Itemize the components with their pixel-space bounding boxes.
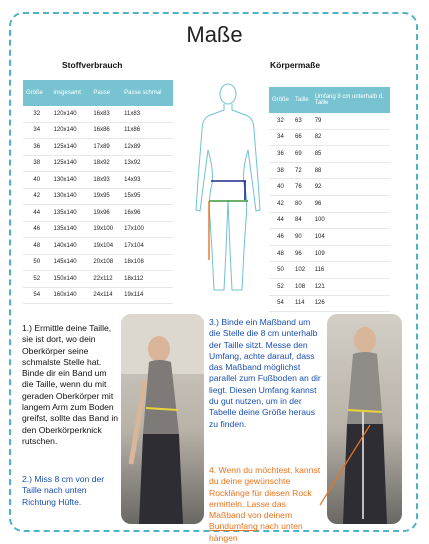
- stoff-cell: 19x95: [90, 188, 121, 205]
- orange-arrow-line: [315, 420, 375, 510]
- koerper-cell: 126: [312, 295, 390, 312]
- stoff-cell: 11x86: [121, 122, 173, 139]
- koerper-cell: 34: [269, 129, 292, 146]
- koerper-cell: 108: [292, 278, 312, 295]
- table-row: [23, 139, 173, 156]
- body-outline-figure: [188, 80, 268, 300]
- stoff-cell: 120x140: [51, 106, 91, 122]
- step-4-part-b: nach unten hängen: [209, 521, 303, 543]
- koerper-cell: 88: [312, 162, 390, 179]
- table-row: [269, 295, 390, 312]
- koerper-heading: Körpermaße: [270, 60, 321, 70]
- koerper-cell: 90: [292, 229, 312, 246]
- stoff-cell: 54: [23, 287, 51, 304]
- stoff-cell: 120x140: [51, 122, 91, 139]
- stoff-cell: 18x112: [121, 271, 173, 288]
- koerper-cell: 102: [292, 262, 312, 279]
- stoff-cell: 135x140: [51, 221, 91, 238]
- koerper-cell: 44: [269, 212, 292, 229]
- stoff-cell: 38: [23, 155, 51, 172]
- step-1-text: 1.) Ermittle deine Taille, sie ist dort, wo dein Oberkörper seine schmalste Stelle hat. Binde dir ein Band um die Taille, wenn du mit geraden Oberkörper mit langem Arm zum Boden greifst, sollte das Band in den Oberkörperknick rutschen.: [22, 323, 119, 446]
- stoff-header-0: Größe: [23, 80, 51, 106]
- koerper-cell: 80: [292, 195, 312, 212]
- table-row: [269, 129, 390, 146]
- table-row: [269, 162, 390, 179]
- stoff-cell: 16x96: [121, 205, 173, 222]
- koerper-cell: 36: [269, 146, 292, 163]
- koerper-header-1: Taille: [292, 87, 312, 113]
- stoff-cell: 22x112: [90, 271, 121, 288]
- koerper-cell: 63: [292, 113, 312, 129]
- step-4-text: [209, 465, 322, 544]
- table-row: [23, 254, 173, 271]
- stoff-cell: 145x140: [51, 254, 91, 271]
- stoff-cell: 24x114: [90, 287, 121, 304]
- stoff-cell: 50: [23, 254, 51, 271]
- stoff-cell: 44: [23, 205, 51, 222]
- koerper-header-0: Größe: [269, 87, 292, 113]
- stoff-cell: 16x86: [90, 122, 121, 139]
- koerper-cell: 76: [292, 179, 312, 196]
- stoff-cell: 13x92: [121, 155, 173, 172]
- stoff-cell: 130x140: [51, 172, 91, 189]
- stoff-cell: 34: [23, 122, 51, 139]
- step-4-part-a: 4. Wenn du möchtest, kannst du deine gewünschte Rocklänge für diesen Rock ermitteln. Lasse das Maßband von deinem: [209, 465, 321, 521]
- stoff-cell: 16x83: [90, 106, 121, 122]
- koerpermasse-table: [269, 87, 390, 312]
- koerper-cell: 114: [292, 295, 312, 312]
- stoffverbrauch-table: [23, 80, 173, 304]
- table-row: [269, 245, 390, 262]
- stoff-cell: 17x89: [90, 139, 121, 156]
- stoff-cell: 130x140: [51, 188, 91, 205]
- koerper-cell: 92: [312, 179, 390, 196]
- table-row: [269, 113, 390, 129]
- stoff-cell: 32: [23, 106, 51, 122]
- koerper-cell: 32: [269, 113, 292, 129]
- table-row: [269, 179, 390, 196]
- stoff-cell: 125x140: [51, 139, 91, 156]
- step-4-underlined: Bundumfang: [209, 521, 258, 532]
- step-3-text: 3.) Binde ein Maßband um die Stelle die 8 cm unterhalb der Taille sitzt. Messe den Umfang, achte darauf, dass das Maßband möglichst parallel zum Fußboden an dir liegt. Diesen Umfang kannst du gut nutzen, um in der Tabelle deine Größe heraus zu finden.: [209, 317, 321, 429]
- photo-waist-band: [121, 314, 204, 524]
- koerper-cell: 52: [269, 278, 292, 295]
- koerper-cell: 100: [312, 212, 390, 229]
- koerper-header-2: Umfang 8 cm unterhalb d. Taille: [312, 87, 390, 113]
- page-title: Maße: [186, 22, 243, 47]
- stoff-header-1: insgesamt: [51, 80, 91, 106]
- stoff-cell: 125x140: [51, 155, 91, 172]
- stoff-cell: 17x104: [121, 238, 173, 255]
- koerper-cell: 84: [292, 212, 312, 229]
- stoff-cell: 19x104: [90, 238, 121, 255]
- stoff-cell: 19x96: [90, 205, 121, 222]
- stoff-heading: Stoffverbrauch: [62, 60, 123, 70]
- stoff-cell: 52: [23, 271, 51, 288]
- koerper-cell: 48: [269, 245, 292, 262]
- stoff-cell: 12x89: [121, 139, 173, 156]
- table-row: [23, 122, 173, 139]
- table-row: [23, 271, 173, 288]
- table-row: [269, 146, 390, 163]
- stoff-cell: 18x92: [90, 155, 121, 172]
- koerper-cell: 96: [312, 195, 390, 212]
- koerper-cell: 46: [269, 229, 292, 246]
- stoff-cell: 150x140: [51, 271, 91, 288]
- koerper-cell: 42: [269, 195, 292, 212]
- stoff-cell: 19x100: [90, 221, 121, 238]
- koerper-cell: 69: [292, 146, 312, 163]
- koerper-cell: 79: [312, 113, 390, 129]
- stoff-cell: 36: [23, 139, 51, 156]
- table-row: [23, 155, 173, 172]
- koerper-cell: 54: [269, 295, 292, 312]
- stoff-cell: 17x100: [121, 221, 173, 238]
- stoff-cell: 135x140: [51, 205, 91, 222]
- koerper-cell: 121: [312, 278, 390, 295]
- stoff-cell: 46: [23, 221, 51, 238]
- stoff-header-3: Passe schmal: [121, 80, 173, 106]
- stoff-cell: 15x95: [121, 188, 173, 205]
- koerper-cell: 116: [312, 262, 390, 279]
- koerper-cell: 66: [292, 129, 312, 146]
- stoff-cell: 18x93: [90, 172, 121, 189]
- table-row: [23, 172, 173, 189]
- koerper-cell: 104: [312, 229, 390, 246]
- stoff-cell: 42: [23, 188, 51, 205]
- koerper-cell: 85: [312, 146, 390, 163]
- koerper-cell: 96: [292, 245, 312, 262]
- table-row: [23, 106, 173, 122]
- table-row: [269, 212, 390, 229]
- koerper-cell: 38: [269, 162, 292, 179]
- stoff-cell: 40: [23, 172, 51, 189]
- koerper-cell: 40: [269, 179, 292, 196]
- koerper-cell: 109: [312, 245, 390, 262]
- koerper-cell: 50: [269, 262, 292, 279]
- koerper-cell: 82: [312, 129, 390, 146]
- table-row: [23, 221, 173, 238]
- stoff-cell: 19x114: [121, 287, 173, 304]
- stoff-cell: 48: [23, 238, 51, 255]
- step-2-text: 2.) Miss 8 cm von der Taille nach unten Richtung Hüfte.: [22, 474, 105, 507]
- koerper-cell: 72: [292, 162, 312, 179]
- table-row: [23, 238, 173, 255]
- stoff-cell: 14x93: [121, 172, 173, 189]
- table-row: [269, 229, 390, 246]
- stoff-cell: 20x108: [90, 254, 121, 271]
- table-row: [23, 188, 173, 205]
- stoff-cell: 18x108: [121, 254, 173, 271]
- stoff-cell: 160x140: [51, 287, 91, 304]
- table-row: [23, 287, 173, 304]
- stoff-cell: 140x140: [51, 238, 91, 255]
- stoff-cell: 11x83: [121, 106, 173, 122]
- stoff-header-2: Passe: [90, 80, 121, 106]
- table-row: [269, 262, 390, 279]
- table-row: [269, 278, 390, 295]
- table-row: [269, 195, 390, 212]
- table-row: [23, 205, 173, 222]
